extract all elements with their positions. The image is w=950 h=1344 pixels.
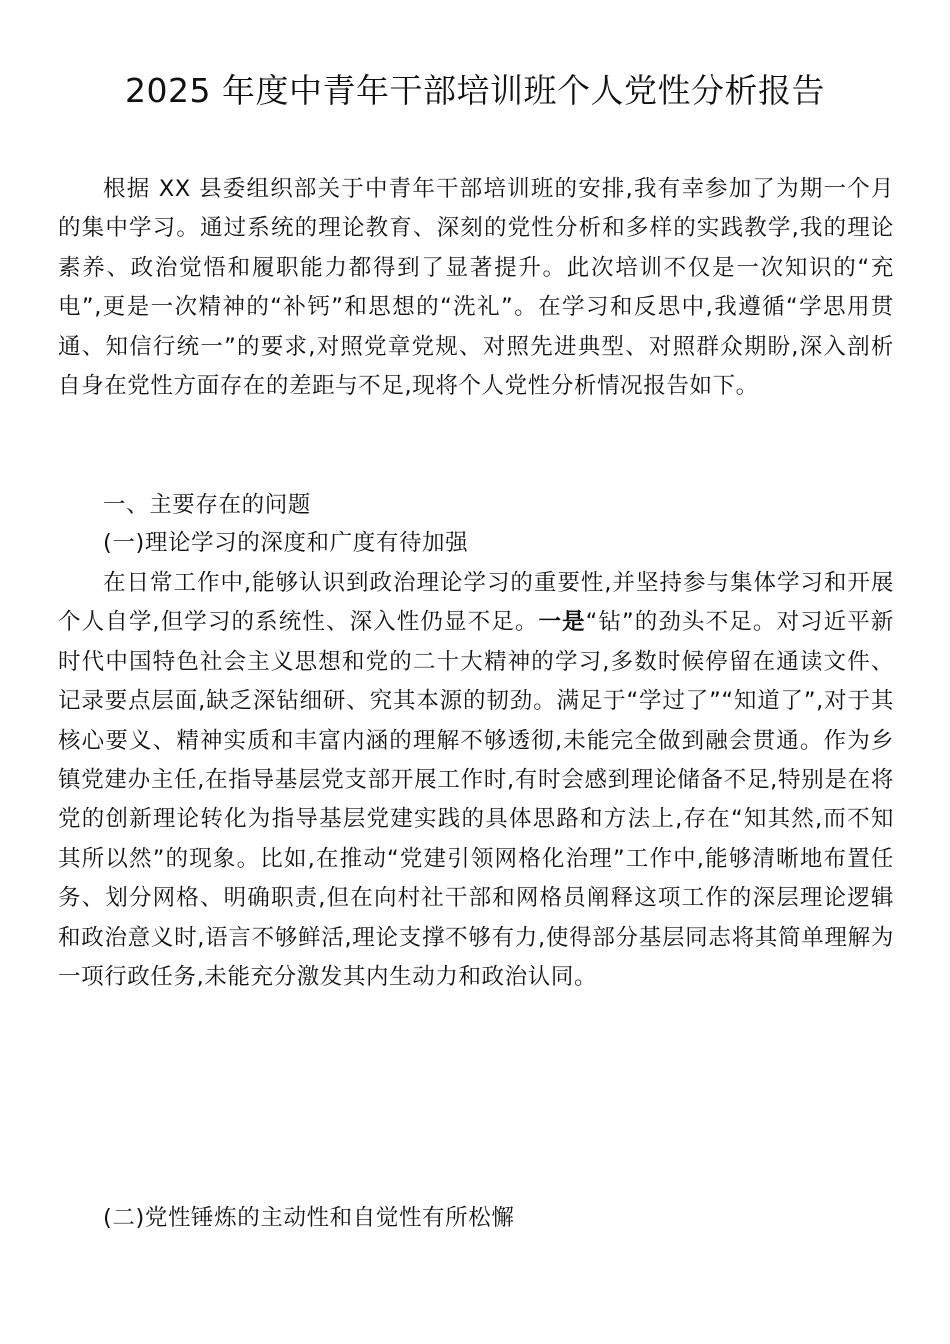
intro-paragraph: 根据 XX 县委组织部关于中青年干部培训班的安排,我有幸参加了为期一个月的集中学习。通过系统的理论教育、深刻的党性分析和多样的实践教学,我的理论素养、政治觉悟和履职能力都得到了显著提升。此次培训不仅是一次知识的“充电”,更是一次精神的“补钙”和思想的“洗礼”。在学习和反思中,我遵循“学思用贯通、知信行统一”的要求,对照党章党规、对照先进典型、对照群众期盼,深入剖析自身在党性方面存在的差距与不足,现将个人党性分析情况报告如下。	[58, 176, 894, 400]
theory-study-paragraph-rest: “钻”的劲头不足。对习近平新时代中国特色社会主义思想和党的二十大精神的学习,多数时候停留在通读文件、记录要点层面,缺乏深钻细研、究其本源的韧劲。满足于“学过了”“知道了”,对于其核心要义、精神实质和丰富内涵的理解不够透彻,未能完全做到融会贯通。作为乡镇党建办主任,在指导基层党支部开展工作时,有时会感到理论储备不足,特别是在将党的创新理论转化为指导基层党建实践的具体思路和方法上,存在“知其然,而不知其所以然”的现象。比如,在推动“党建引领网格化治理”工作中,能够清晰地布置任务、划分网格、明确职责,但在向村社干部和网格员阐释这项工作的深层理论逻辑和政治意义时,语言不够鲜活,理论支撑不够有力,使得部分基层同志将其简单理解为一项行政任务,未能充分激发其内生动力和政治认同。	[58, 609, 894, 991]
subsection-heading-theory-study: (一)理论学习的深度和广度有待加强	[103, 530, 469, 556]
theory-study-paragraph-start: 在日常工作中,能够认识到政治理论学习的重要性,并坚持参与集体学习和开展个人自学,但学习的系统性、深入性仍显不足。	[58, 570, 894, 636]
section-heading-problems: 一、主要存在的问题	[103, 492, 311, 518]
subsection-heading-party-spirit: (二)党性锤炼的主动性和自觉性有所松懈	[103, 1205, 515, 1231]
theory-study-paragraph	[58, 564, 894, 1197]
point-one-label: 一是	[538, 609, 586, 636]
document-body	[58, 170, 894, 1238]
document-title: 2025 年度中青年干部培训班个人党性分析报告	[125, 71, 825, 110]
